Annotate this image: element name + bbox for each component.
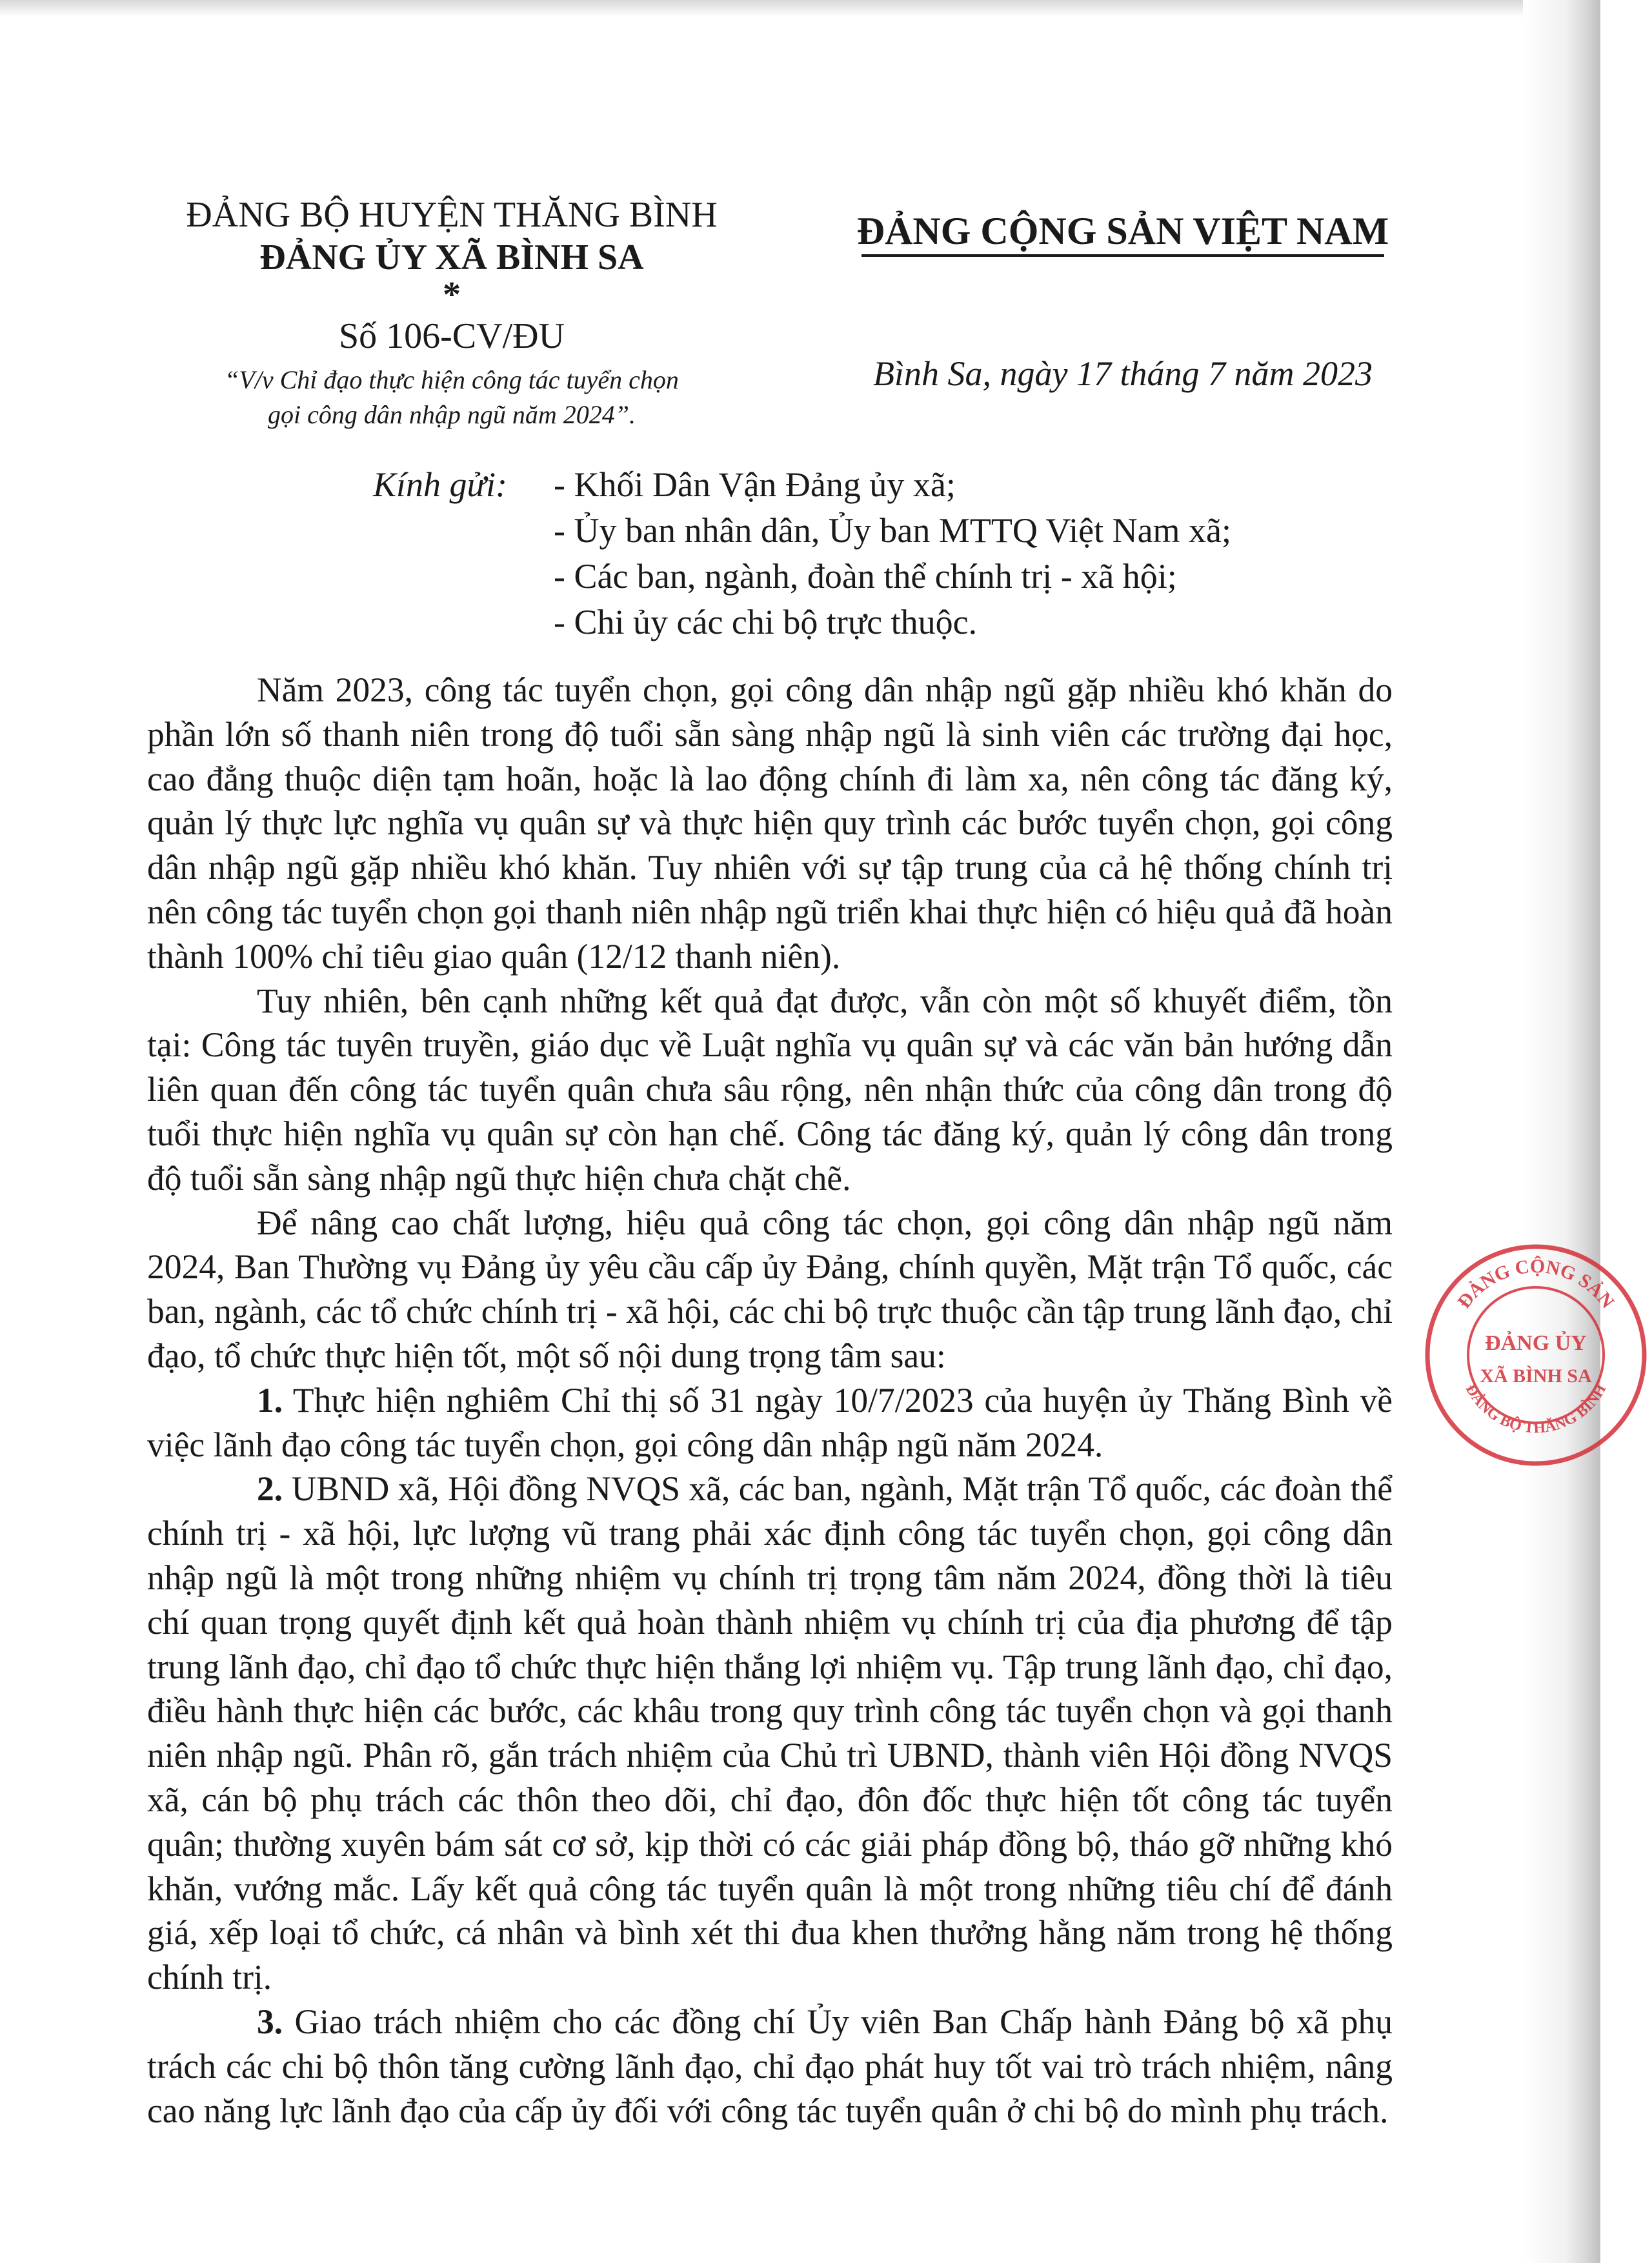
- issuing-authority-block: [161, 194, 742, 432]
- document-number: Số 106-CV/ĐU: [338, 316, 565, 356]
- official-seal-stamp: [1420, 1239, 1652, 1471]
- item-number: 2.: [257, 1469, 283, 1509]
- seal-bottom-text: XÃ BÌNH SA: [1480, 1365, 1592, 1387]
- subject-line-1: “V/v Chỉ đạo thực hiện công tác tuyển chọn: [225, 365, 679, 394]
- directive-item-1: [147, 1378, 1393, 1467]
- item-text: Giao trách nhiệm cho các đồng chí Ủy viên Ban Chấp hành Đảng bộ xã phụ trách các chi bộ thôn tăng cường lãnh đạo, chỉ đạo phát huy tốt vai trò trách nhiệm, nâng cao năng lực lãnh đạo của cấp ủy đối với công tác tuyển quân ở chi bộ do mình phụ trách.: [147, 2002, 1393, 2130]
- party-header-block: [832, 208, 1413, 395]
- scan-shadow-right: [1523, 0, 1600, 2263]
- seal-ring-bottom-text: ĐẢNG BỘ THĂNG BÌNH: [1462, 1381, 1610, 1437]
- recipient-item: - Các ban, ngành, đoàn thể chính trị - xã hội;: [554, 557, 1177, 596]
- parent-organization: ĐẢNG BỘ HUYỆN THĂNG BÌNH: [186, 195, 718, 235]
- directive-item-2: [147, 1467, 1393, 2000]
- seal-ring-top-text: ĐẢNG CỘNG SẢN: [1453, 1255, 1618, 1313]
- seal-center-text: ĐẢNG ỦY: [1485, 1331, 1587, 1355]
- directive-item-3: [147, 2000, 1393, 2133]
- place-and-date: Bình Sa, ngày 17 tháng 7 năm 2023: [873, 354, 1373, 393]
- document-body: [147, 668, 1393, 2133]
- document-subject: [161, 363, 742, 432]
- body-paragraph-2: Tuy nhiên, bên cạnh những kết quả đạt được, vẫn còn một số khuyết điểm, tồn tại: Công tác tuyên truyền, giáo dục về Luật nghĩa vụ quân sự và các văn bản hướng dẫn liên quan đến công tác tuyển quân chưa sâu rộng, nên nhận thức của công dân trong độ tuổi thực hiện nghĩa vụ quân sự còn hạn chế. Công tác đăng ký, quản lý công dân trong độ tuổi sẵn sàng nhập ngũ thực hiện chưa chặt chẽ.: [147, 981, 1393, 1198]
- recipient-item: - Khối Dân Vận Đảng ủy xã;: [554, 465, 956, 504]
- recipient-item: - Chi ủy các chi bộ trực thuộc.: [554, 603, 978, 641]
- recipients-label: Kính gửi:: [373, 465, 507, 504]
- body-paragraph-3: Để nâng cao chất lượng, hiệu quả công tác chọn, gọi công dân nhập ngũ năm 2024, Ban Thường vụ Đảng ủy yêu cầu cấp ủy Đảng, chính quyền, Mặt trận Tổ quốc, các ban, ngành, các tổ chức chính trị - xã hội, các chi bộ trực thuộc cần tập trung lãnh đạo, chỉ đạo, tổ chức thực hiện tốt, một số nội dung trọng tâm sau:: [147, 1203, 1393, 1375]
- scan-shadow-top: [0, 0, 1600, 17]
- recipient-item: - Ủy ban nhân dân, Ủy ban MTTQ Việt Nam xã;: [554, 511, 1232, 550]
- party-name: ĐẢNG CỘNG SẢN VIỆT NAM: [856, 210, 1389, 252]
- subject-line-2: gọi công dân nhập ngũ năm 2024”.: [268, 400, 636, 429]
- recipients-list: [373, 462, 1431, 645]
- party-name-underline: [861, 254, 1384, 257]
- item-text: UBND xã, Hội đồng NVQS xã, các ban, ngành, Mặt trận Tổ quốc, các đoàn thể chính trị - xã hội, lực lượng vũ trang phải xác định công tác tuyển chọn, gọi công dân nhập ngũ là một trong những nhiệm vụ chính trị trọng tâm năm 2024, đồng thời là tiêu chí quan trọng quyết định kết quả hoàn thành nhiệm vụ chính trị của địa phương để tập trung lãnh đạo, chỉ đạo tổ chức thực hiện thắng lợi nhiệm vụ. Tập trung lãnh đạo, chỉ đạo, điều hành thực hiện các bước, các khâu trong quy trình công tác tuyển chọn và gọi thanh niên nhập ngũ. Phân rõ, gắn trách nhiệm của Chủ trì UBND, thành viên Hội đồng NVQS xã, cán bộ phụ trách các thôn theo dõi, chỉ đạo, đôn đốc thực hiện tốt công tác tuyển quân; thường xuyên bám sát cơ sở, kịp thời có các giải pháp đồng bộ, tháo gỡ những khó khăn, vướng mắc. Lấy kết quả công tác tuyển quân là một trong những tiêu chí để đánh giá, xếp loại tổ chức, cá nhân và bình xét thi đua khen thưởng hằng năm trong hệ thống chính trị.: [147, 1469, 1393, 1997]
- body-paragraph-1: Năm 2023, công tác tuyển chọn, gọi công dân nhập ngũ gặp nhiều khó khăn do phần lớn số thanh niên trong độ tuổi sẵn sàng nhập ngũ là sinh viên các trường đại học, cao đẳng thuộc diện tạm hoãn, hoặc là lao động chính đi làm xa, nên công tác đăng ký, quản lý thực lực nghĩa vụ quân sự và thực hiện quy trình các bước tuyển chọn, gọi công dân nhập ngũ gặp nhiều khó khăn. Tuy nhiên với sự tập trung của cả hệ thống chính trị nên công tác tuyển chọn gọi thanh niên nhập ngũ triển khai thực hiện có hiệu quả đã hoàn thành 100% chỉ tiêu giao quân (12/12 thanh niên).: [147, 670, 1393, 976]
- recipients-block: [373, 462, 1431, 645]
- star-separator: *: [443, 275, 461, 315]
- item-number: 1.: [257, 1380, 283, 1420]
- issuing-organization: ĐẢNG ỦY XÃ BÌNH SA: [259, 237, 644, 277]
- item-number: 3.: [257, 2002, 283, 2041]
- item-text: Thực hiện nghiêm Chỉ thị số 31 ngày 10/7/2023 của huyện ủy Thăng Bình về việc lãnh đạo công tác tuyển chọn, gọi công dân nhập ngũ năm 2024.: [147, 1380, 1393, 1464]
